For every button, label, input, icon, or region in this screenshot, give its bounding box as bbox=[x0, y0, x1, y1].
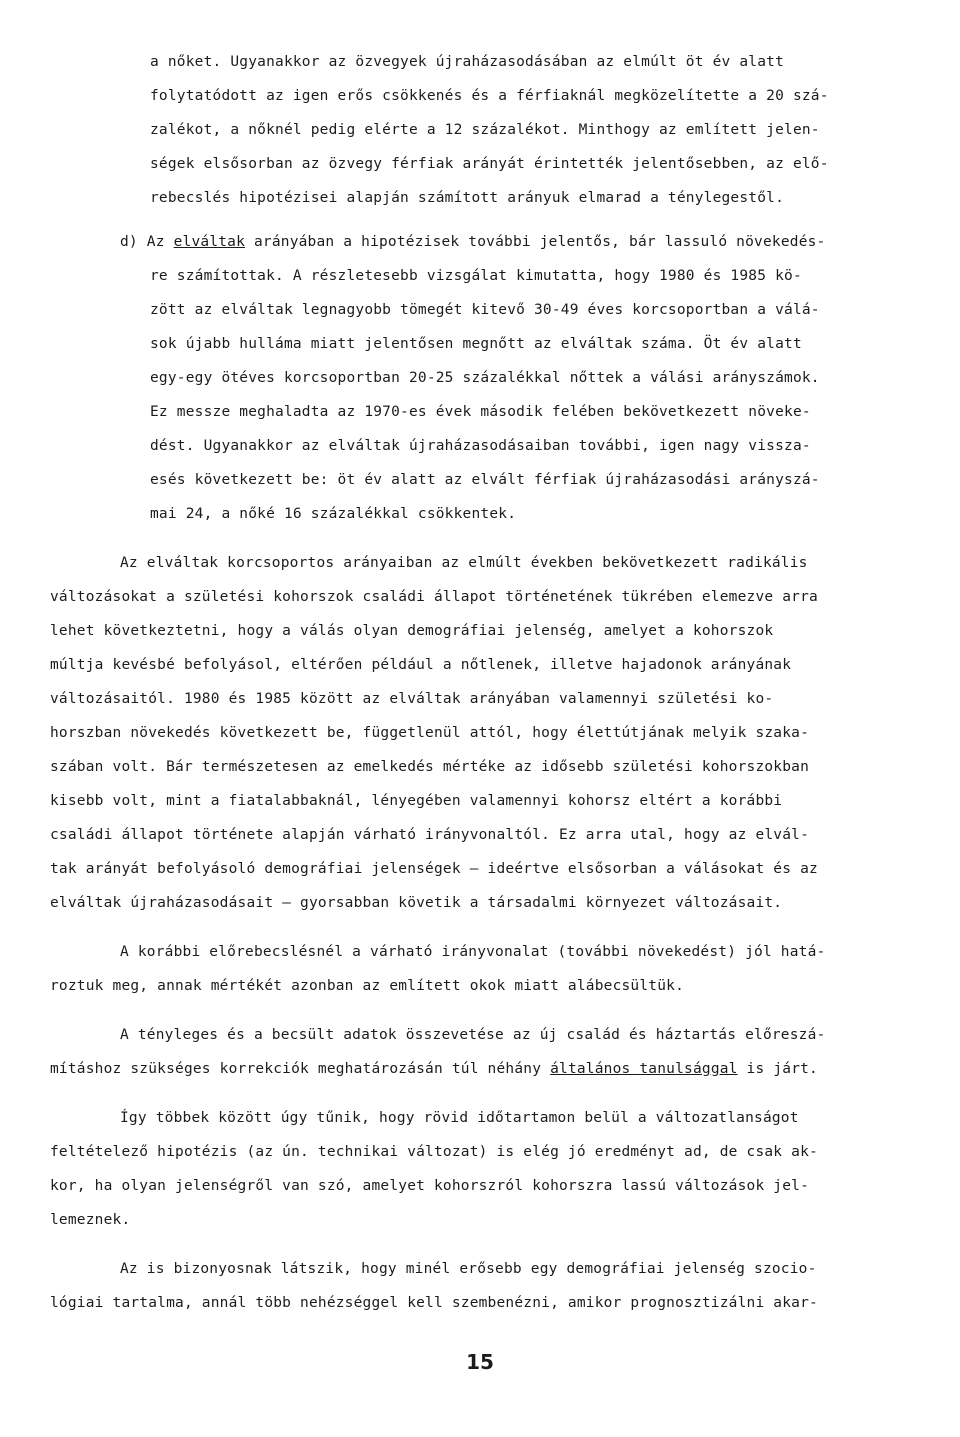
text-line: zalékot, a nőknél pedig elérte a 12 százalékot. Minthogy az említett jelen- bbox=[150, 122, 820, 138]
text-line: feltételező hipotézis (az ún. technikai változat) is elég jó eredményt ad, de csak ak- bbox=[50, 1144, 818, 1160]
text-line: Az is bizonyosnak látszik, hogy minél erősebb egy demográfiai jelenség szocio- bbox=[120, 1261, 817, 1277]
text-line: családi állapot története alapján várható irányvonaltól. Ez arra utal, hogy az elvál- bbox=[50, 827, 810, 843]
text-line bbox=[120, 232, 825, 252]
text-line: tak arányát befolyásoló demográfiai jelenségek – ideértve elsősorban a válásokat és az bbox=[50, 861, 818, 877]
text-line: kisebb volt, mint a fiatalabbaknál, lényegében valamennyi kohorsz eltért a korábbi bbox=[50, 793, 783, 809]
text-line: zött az elváltak legnagyobb tömegét kitevő 30-49 éves korcsoportban a válá- bbox=[150, 302, 820, 318]
text-line: ségek elsősorban az özvegy férfiak arányát érintették jelentősebben, az elő- bbox=[150, 156, 829, 172]
text-line: horszban növekedés következett be, függetlenül attól, hogy élettútjának melyik szaka- bbox=[50, 725, 810, 741]
text-line: lógiai tartalma, annál több nehézséggel kell szembenézni, amikor prognosztizálni akar- bbox=[50, 1295, 818, 1311]
text-line: roztuk meg, annak mértékét azonban az említett okok miatt alábecsültük. bbox=[50, 978, 685, 994]
text-line: sok újabb hulláma miatt jelentősen megnőtt az elváltak száma. Öt év alatt bbox=[150, 336, 802, 352]
text-line: lemeznek. bbox=[50, 1212, 131, 1228]
text-line: re számítottak. A részletesebb vizsgálat kimutatta, hogy 1980 és 1985 kö- bbox=[150, 268, 802, 284]
text-line: változásokat a születési kohorszok családi állapot történetének tükrében elemezve arra bbox=[50, 589, 818, 605]
underlined-term: elváltak bbox=[173, 234, 246, 250]
text-line: esés következett be: öt év alatt az elvált férfiak újraházasodási arányszá- bbox=[150, 472, 820, 488]
text-line: változásaitól. 1980 és 1985 között az elváltak arányában valamennyi születési ko- bbox=[50, 691, 774, 707]
page-number: 15 bbox=[466, 1350, 494, 1374]
text-span: mításhoz szükséges korrekciók meghatározásán túl néhány bbox=[50, 1061, 551, 1077]
text-line: rebecslés hipotézisei alapján számított arányuk elmarad a ténylegestől. bbox=[150, 190, 785, 206]
text-line: szában volt. Bár természetesen az emelkedés mértéke az idősebb születési kohorszokban bbox=[50, 759, 810, 775]
underlined-term: általános tanulsággal bbox=[550, 1061, 738, 1077]
text-line: Így többek között úgy tűnik, hogy rövid időtartamon belül a változatlanságot bbox=[120, 1110, 799, 1126]
text-span: is járt. bbox=[737, 1061, 818, 1077]
text-span: arányában a hipotézisek további jelentős, bár lassuló növekedés- bbox=[245, 234, 826, 250]
list-item-lead: d) Az bbox=[120, 234, 174, 250]
text-line: A korábbi előrebecslésnél a várható irányvonalat (további növekedést) jól hatá- bbox=[120, 944, 826, 960]
text-line: kor, ha olyan jelenségről van szó, amelyet kohorszról kohorszra lassú változások jel- bbox=[50, 1178, 810, 1194]
text-line: múltja kevésbé befolyásol, eltérően például a nőtlenek, illetve hajadonok arányának bbox=[50, 657, 792, 673]
text-line: elváltak újraházasodásait – gyorsabban követik a társadalmi környezet változásait. bbox=[50, 895, 783, 911]
text-line bbox=[50, 1059, 818, 1079]
text-line: folytatódott az igen erős csökkenés és a férfiaknál megközelítette a 20 szá- bbox=[150, 88, 829, 104]
text-line: a nőket. Ugyanakkor az özvegyek újraházasodásában az elmúlt öt év alatt bbox=[150, 54, 785, 70]
text-line: A tényleges és a becsült adatok összevetése az új család és háztartás előreszá- bbox=[120, 1027, 826, 1043]
text-line: lehet következtetni, hogy a válás olyan demográfiai jelenség, amelyet a kohorszok bbox=[50, 623, 774, 639]
text-line: dést. Ugyanakkor az elváltak újraházasodásaiban további, igen nagy vissza- bbox=[150, 438, 811, 454]
text-line: Ez messze meghaladta az 1970-es évek második felében bekövetkezett növeke- bbox=[150, 404, 811, 420]
text-line: Az elváltak korcsoportos arányaiban az elmúlt években bekövetkezett radikális bbox=[120, 555, 808, 571]
text-line: mai 24, a nőké 16 százalékkal csökkentek. bbox=[150, 506, 517, 522]
text-line: egy-egy ötéves korcsoportban 20-25 százalékkal nőttek a válási arányszámok. bbox=[150, 370, 820, 386]
